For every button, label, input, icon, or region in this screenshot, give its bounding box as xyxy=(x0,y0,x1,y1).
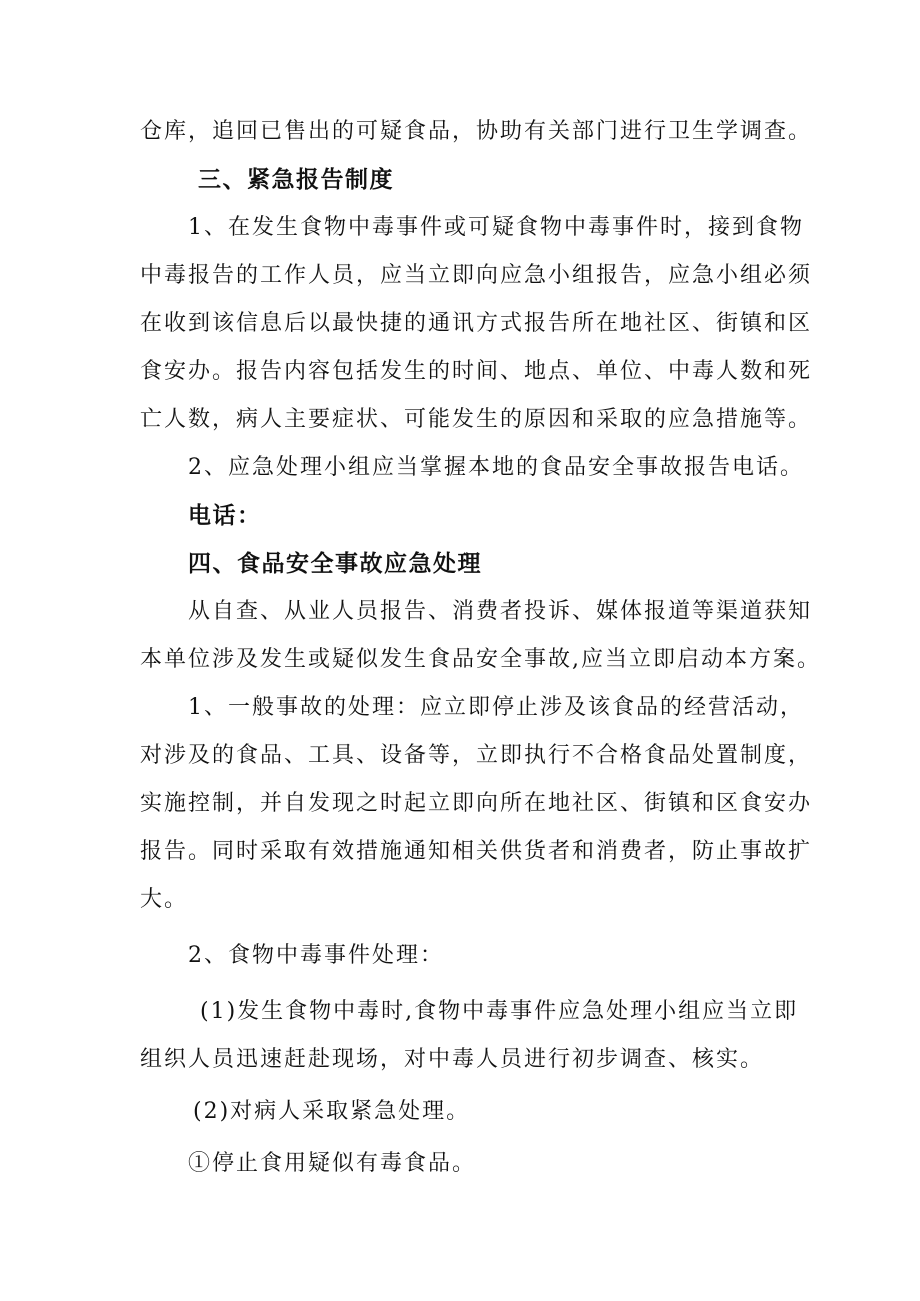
body-text-line: 食安办。报告内容包括发生的时间、地点、单位、中毒人数和死 xyxy=(140,359,813,384)
body-text-line: 组织人员迅速赶赴现场，对中毒人员进行初步调查、核实。 xyxy=(140,1047,765,1072)
body-text-line: 2、应急处理小组应当掌握本地的食品安全事故报告电话。 xyxy=(188,455,804,480)
body-text-line: 对涉及的食品、工具、设备等，立即执行不合格食品处置制度， xyxy=(140,743,813,768)
body-text-line: 中毒报告的工作人员，应当立即向应急小组报告，应急小组必须 xyxy=(140,263,813,288)
body-text-line: 1、在发生食物中毒事件或可疑食物中毒事件时，接到食物 xyxy=(188,215,804,240)
body-text-line: 1、一般事故的处理：应立即停止涉及该食品的经营活动， xyxy=(188,695,804,720)
body-text-line: 报告。同时采取有效措施通知相关供货者和消费者，防止事故扩 xyxy=(140,839,813,864)
body-text-line: (1)发生食物中毒时,食物中毒事件应急处理小组应当立即 xyxy=(200,999,799,1024)
body-text-line: 从自查、从业人员报告、消费者投诉、媒体报道等渠道获知 xyxy=(188,599,813,624)
body-text-line: 本单位涉及发生或疑似发生食品安全事故,应当立即启动本方案。 xyxy=(140,647,821,672)
body-text-line: 2、食物中毒事件处理： xyxy=(188,943,444,968)
phone-label: 电话： xyxy=(188,503,262,529)
body-text-line: 仓库，追回已售出的可疑食品，协助有关部门进行卫生学调查。 xyxy=(140,119,813,144)
section-heading: 四、食品安全事故应急处理 xyxy=(188,551,482,577)
body-text-line: (2)对病人采取紧急处理。 xyxy=(193,1099,471,1124)
body-text-line: 亡人数，病人主要症状、可能发生的原因和采取的应急措施等。 xyxy=(140,407,813,432)
section-heading: 三、紧急报告制度 xyxy=(198,167,394,193)
body-text-line: 在收到该信息后以最快捷的通讯方式报告所在地社区、街镇和区 xyxy=(140,311,813,336)
body-text-line: 实施控制，并自发现之时起立即向所在地社区、街镇和区食安办 xyxy=(140,791,813,816)
body-text-line: ①停止食用疑似有毒食品。 xyxy=(188,1151,477,1176)
body-text-line: 大。 xyxy=(140,887,189,912)
